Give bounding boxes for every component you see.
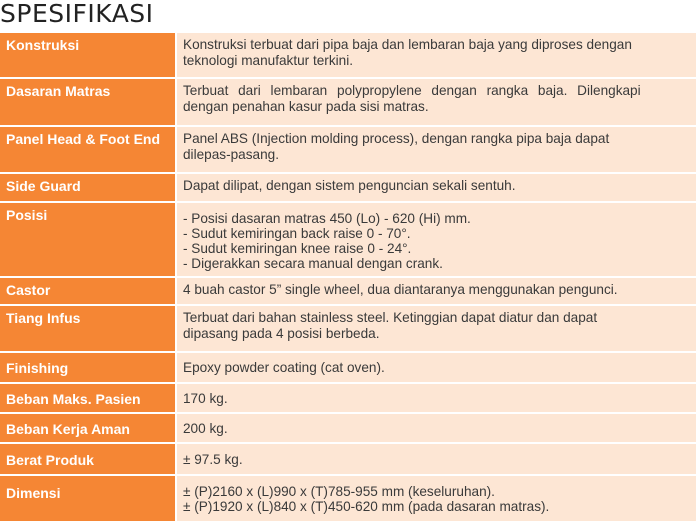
spec-label: Berat Produk (0, 443, 176, 475)
spec-label: Posisi (0, 202, 176, 277)
spec-label: Beban Kerja Aman (0, 413, 176, 443)
spec-value-line: teknologi manufaktur terkini. (183, 53, 354, 68)
spec-label: Finishing (0, 352, 176, 383)
spec-value (176, 413, 696, 443)
spec-row-panel-head-foot (0, 126, 696, 173)
page-title: SPESIFIKASI (0, 0, 154, 28)
spec-label: Panel Head & Foot End (0, 126, 176, 173)
spec-row-castor (0, 277, 696, 305)
spec-value-line: dengan penahan kasur pada sisi matras. (183, 99, 429, 114)
spec-value-line: dipasang pada 4 posisi berbeda. (183, 326, 380, 341)
spec-label: Konstruksi (0, 33, 176, 78)
spec-value (176, 33, 696, 78)
spec-label: Side Guard (0, 173, 176, 202)
spec-row-beban-kerja (0, 413, 696, 443)
spec-value (176, 126, 696, 173)
spec-row-tiang-infus (0, 305, 696, 352)
spec-value-line: - Digerakkan secara manual dengan crank. (183, 256, 443, 271)
spec-value-line: ± 97.5 kg. (183, 452, 243, 467)
spec-row-dimensi (0, 475, 696, 522)
spec-value-line: 170 kg. (183, 391, 228, 406)
spec-label: Dimensi (0, 475, 176, 522)
spec-value-line: ± (P)1920 x (L)840 x (T)450-620 mm (pada dasaran matras). (183, 499, 550, 514)
spec-label: Beban Maks. Pasien (0, 383, 176, 413)
spec-value-line: - Sudut kemiringan knee raise 0 - 24°. (183, 241, 412, 256)
spec-label: Dasaran Matras (0, 78, 176, 126)
spec-table (0, 33, 696, 523)
spec-value (176, 78, 696, 126)
spec-row-beban-maks (0, 383, 696, 413)
spec-value-line: - Sudut kemiringan back raise 0 - 70°. (183, 226, 411, 241)
spec-value-line: dilepas-pasang. (183, 147, 279, 162)
spec-row-side-guard (0, 173, 696, 202)
spec-row-berat-produk (0, 443, 696, 475)
spec-value-line: Panel ABS (Injection molding process), dengan rangka pipa baja dapat (183, 131, 610, 146)
spec-value (176, 305, 696, 352)
spec-value-line: Terbuat dari bahan stainless steel. Ketinggian dapat diatur dan dapat (183, 310, 598, 325)
spec-value (176, 202, 696, 277)
spec-row-posisi (0, 202, 696, 277)
spec-value-line: Terbuat dari lembaran polypropylene dengan rangka baja. Dilengkapi (183, 83, 641, 98)
spec-label: Castor (0, 277, 176, 305)
spec-row-konstruksi (0, 33, 696, 78)
spec-value-line: - Posisi dasaran matras 450 (Lo) - 620 (Hi) mm. (183, 211, 471, 226)
spec-value (176, 173, 696, 202)
spec-value (176, 475, 696, 522)
spec-value-line: 4 buah castor 5” single wheel, dua diantaranya menggunakan pengunci. (183, 282, 618, 297)
spec-value-line: Epoxy powder coating (cat oven). (183, 360, 385, 375)
spec-value-line: 200 kg. (183, 421, 228, 436)
spec-value (176, 352, 696, 383)
spec-value-line: ± (P)2160 x (L)990 x (T)785-955 mm (keseluruhan). (183, 484, 495, 499)
spec-row-dasaran-matras (0, 78, 696, 126)
spec-value-line: Konstruksi terbuat dari pipa baja dan lembaran baja yang diproses dengan (183, 37, 632, 52)
spec-row-finishing (0, 352, 696, 383)
spec-label: Tiang Infus (0, 305, 176, 352)
spec-value (176, 277, 696, 305)
spec-value-line: Dapat dilipat, dengan sistem penguncian sekali sentuh. (183, 178, 516, 193)
spec-value (176, 383, 696, 413)
spec-value (176, 443, 696, 475)
